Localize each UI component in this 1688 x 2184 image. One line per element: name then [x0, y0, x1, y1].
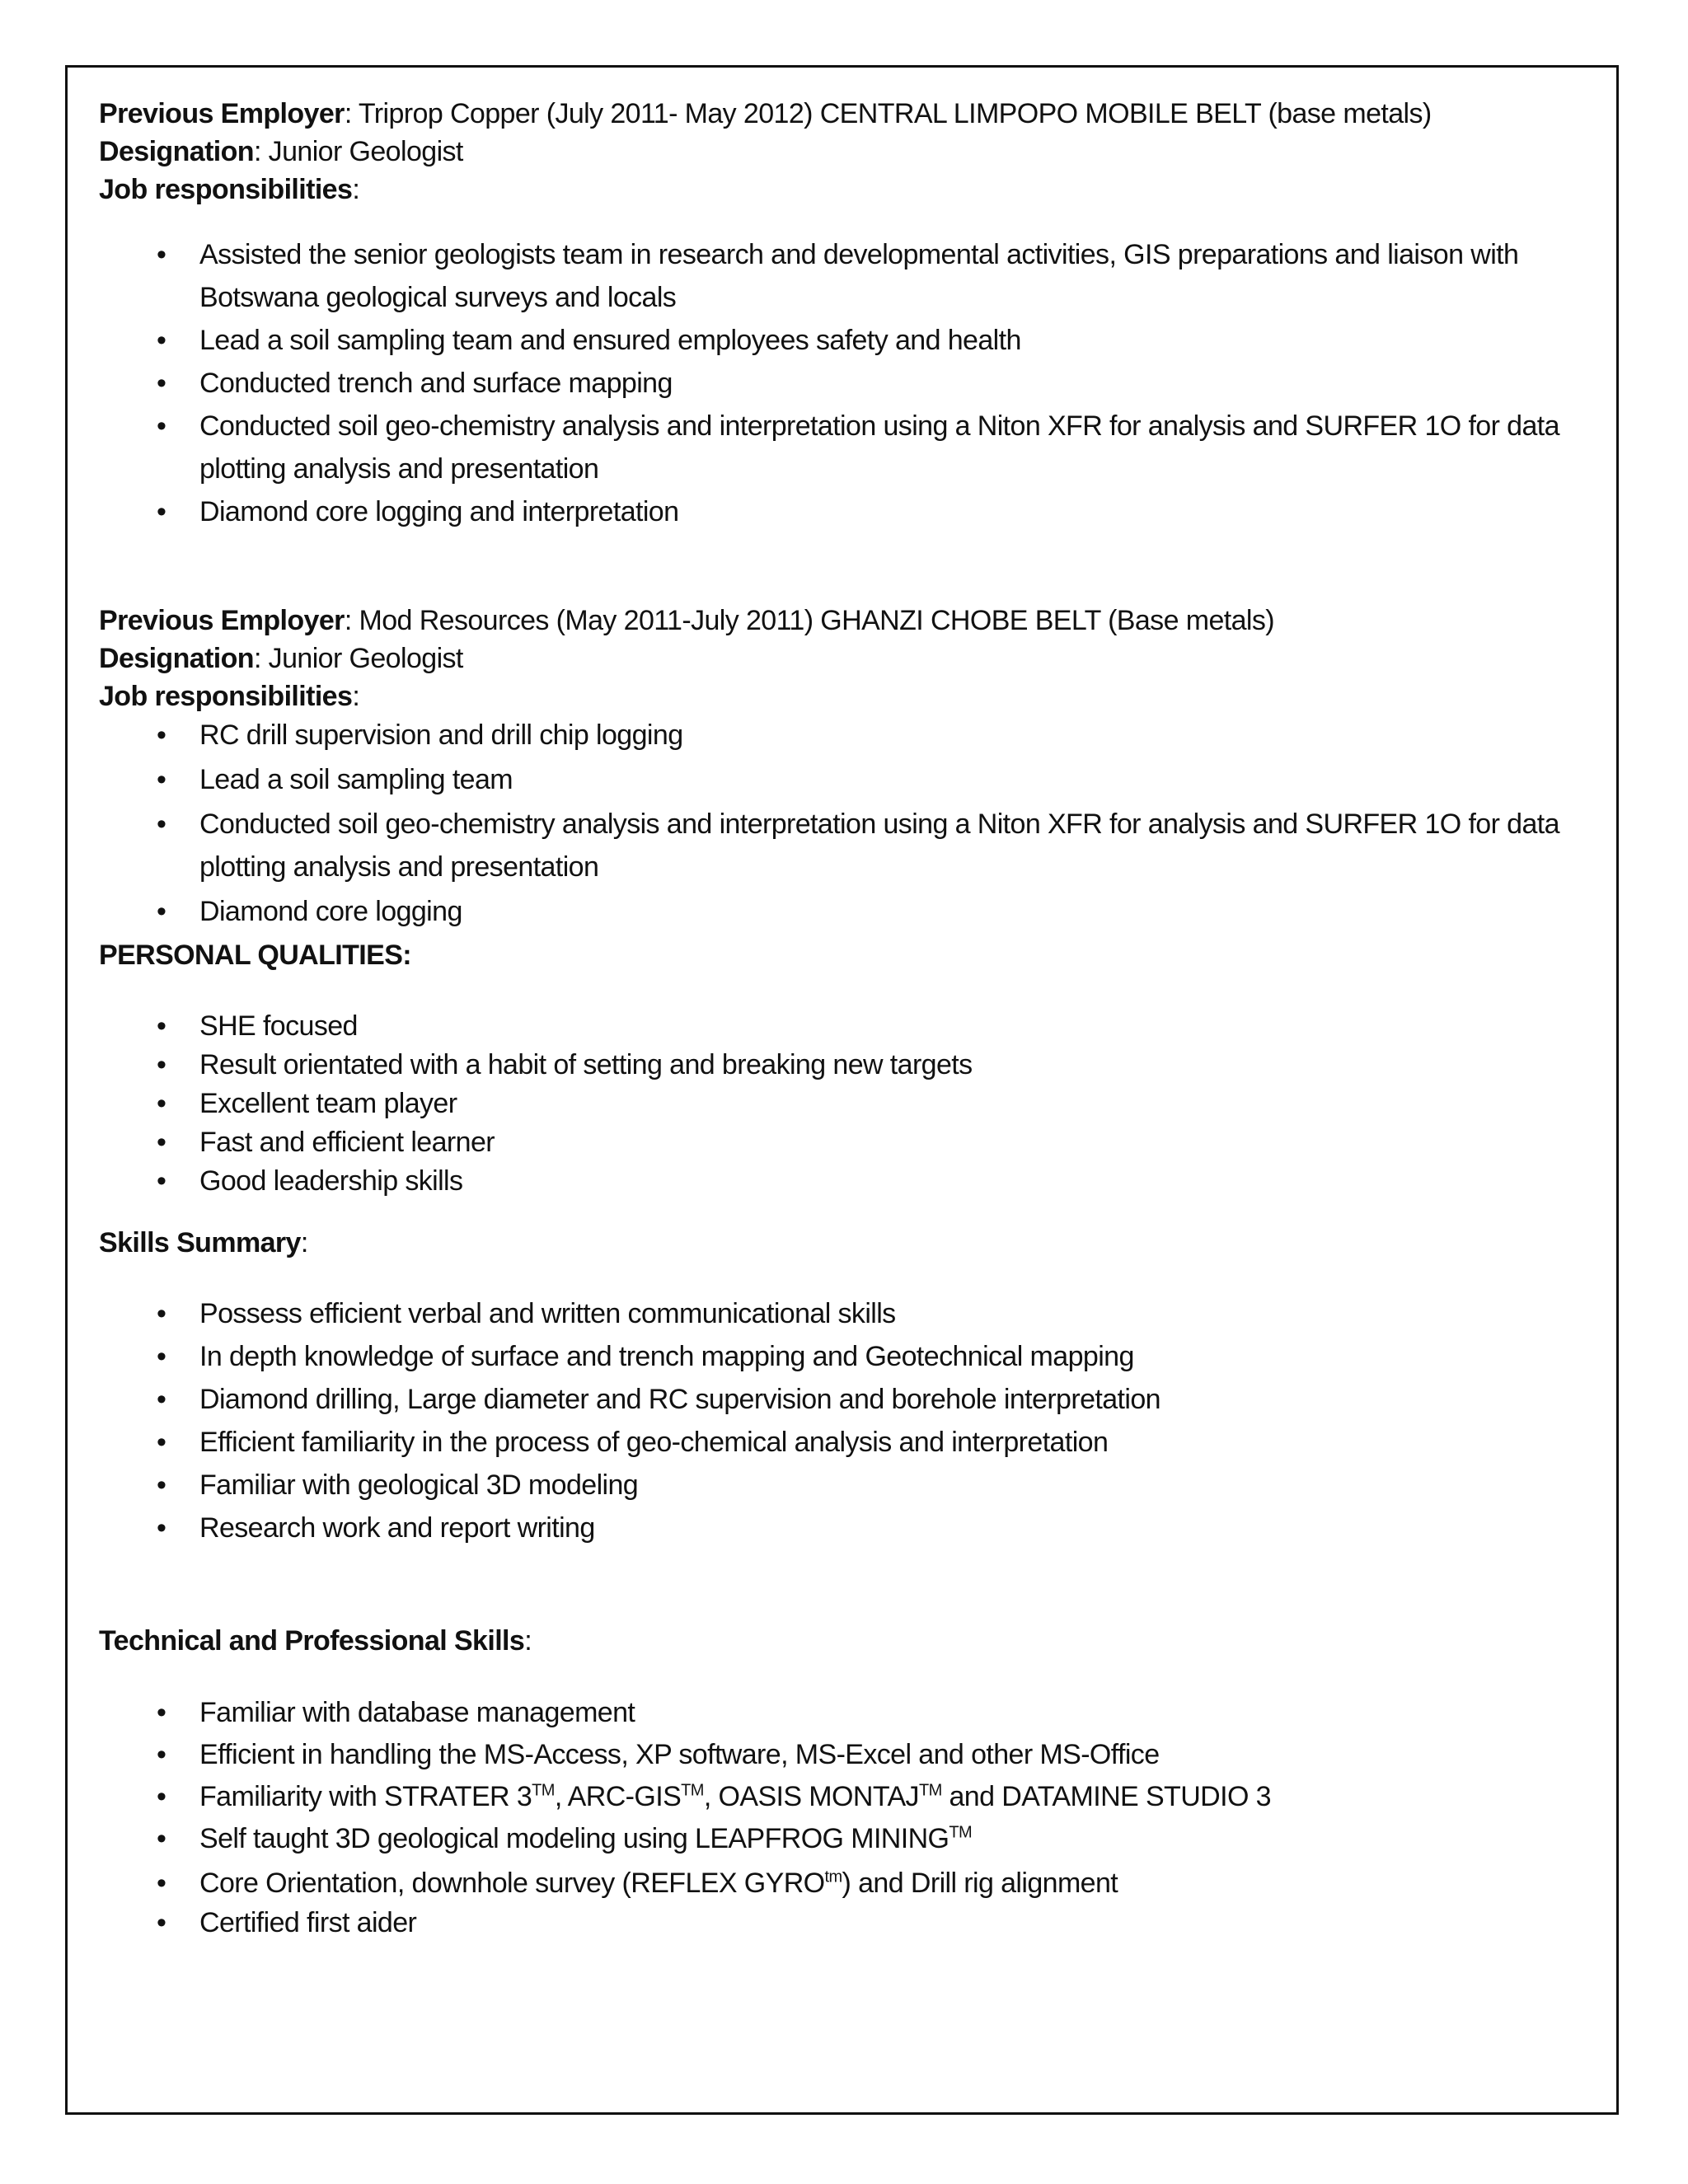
bullet-icon: •: [157, 719, 166, 751]
employer-2-line: [99, 604, 1274, 637]
text-part: ) and Drill rig alignment: [842, 1868, 1118, 1899]
bullet-icon: •: [157, 896, 166, 927]
list-item: [99, 365, 1582, 408]
list-item-text: Excellent team player: [199, 1088, 457, 1119]
list-item: [99, 408, 1582, 451]
employer-value: : Mod Resources (May 2011-July 2011) GHANZI CHOBE BELT (Base metals): [344, 605, 1274, 636]
bullet-icon: •: [157, 325, 166, 356]
bullet-icon: •: [157, 1049, 166, 1080]
trademark-mark: tm: [824, 1868, 842, 1886]
bullet-icon: •: [157, 1010, 166, 1042]
list-item: [99, 1510, 1582, 1553]
list-item: [99, 1008, 1582, 1047]
job-responsibilities-label: Job responsibilities: [99, 681, 353, 712]
skills-summary-label: Skills Summary: [99, 1227, 301, 1258]
list-item-text: [199, 1779, 1582, 1815]
list-item-text: Research work and report writing: [199, 1512, 595, 1544]
list-item: [99, 1085, 1582, 1124]
list-item-text: Lead a soil sampling team: [199, 764, 513, 795]
list-item-continuation: [99, 279, 1582, 322]
list-item-text: Diamond core logging: [199, 896, 462, 927]
list-item-continuation: [99, 451, 1582, 494]
designation-2-line: [99, 642, 463, 675]
list-item-text: Result orientated with a habit of setting and breaking new targets: [199, 1049, 973, 1080]
job-responsibilities-1-heading: [99, 173, 359, 206]
bullet-icon: •: [157, 1165, 166, 1197]
bullet-icon: •: [157, 1469, 166, 1501]
list-item-text: Conducted soil geo-chemistry analysis and interpretation using a Niton XFR for analysis and SURFER 1O for data: [199, 410, 1559, 442]
list-item-text: SHE focused: [199, 1010, 358, 1042]
trademark-mark: TM: [918, 1781, 942, 1800]
list-item: [99, 1779, 1582, 1821]
list-item: [99, 1424, 1582, 1467]
colon: :: [352, 681, 360, 712]
bullet-icon: •: [157, 1088, 166, 1119]
list-item-text: plotting analysis and presentation: [199, 851, 599, 883]
employer-1-line: [99, 97, 1432, 130]
employer-value: : Triprop Copper (July 2011- May 2012) CENTRAL LIMPOPO MOBILE BELT (base metals): [344, 98, 1432, 129]
bullet-icon: •: [157, 1868, 166, 1899]
employer-label: Previous Employer: [99, 98, 345, 129]
bullet-icon: •: [157, 410, 166, 442]
skills-summary-heading: [99, 1226, 308, 1259]
list-item-text: Conducted soil geo-chemistry analysis and interpretation using a Niton XFR for analysis and SURFER 1O for data: [199, 808, 1559, 840]
bullet-icon: •: [157, 368, 166, 399]
bullet-icon: •: [157, 239, 166, 270]
list-item-text: Efficient familiarity in the process of geo-chemical analysis and interpretation: [199, 1427, 1109, 1458]
bullet-icon: •: [157, 1384, 166, 1415]
bullet-icon: •: [157, 1298, 166, 1329]
list-item-text: Botswana geological surveys and locals: [199, 282, 677, 313]
text-part: Core Orientation, downhole survey (REFLEX GYRO: [199, 1868, 825, 1899]
colon: :: [352, 174, 360, 205]
designation-label: Designation: [99, 136, 254, 167]
list-item: [99, 322, 1582, 365]
list-item-text: [199, 1821, 1582, 1857]
list-item: [99, 1163, 1582, 1202]
list-item-text: Diamond core logging and interpretation: [199, 496, 679, 527]
personal-qualities-heading: PERSONAL QUALITIES:: [99, 940, 412, 971]
skills-summary-list: [99, 1296, 1582, 1553]
technical-skills-heading: [99, 1624, 532, 1657]
list-item: [99, 1736, 1582, 1779]
bullet-icon: •: [157, 764, 166, 795]
bullet-icon: •: [157, 496, 166, 527]
list-item: [99, 237, 1582, 279]
trademark-mark: TM: [532, 1781, 555, 1800]
employer-2-responsibilities: [99, 717, 1582, 936]
list-item-text: Fast and efficient learner: [199, 1127, 495, 1158]
list-item: [99, 1296, 1582, 1338]
list-item: [99, 1865, 1582, 1905]
designation-value: : Junior Geologist: [253, 136, 463, 167]
technical-skills-label: Technical and Professional Skills: [99, 1625, 525, 1657]
list-item: [99, 1694, 1582, 1736]
list-item: [99, 1338, 1582, 1381]
list-item-text: Assisted the senior geologists team in research and developmental activities, GIS preparations and liaison with: [199, 239, 1519, 270]
list-item-text: Conducted trench and surface mapping: [199, 368, 673, 399]
designation-value: : Junior Geologist: [253, 643, 463, 674]
list-item-text: Efficient in handling the MS-Access, XP software, MS-Excel and other MS-Office: [199, 1739, 1160, 1770]
bullet-icon: •: [157, 1781, 166, 1812]
bullet-icon: •: [157, 1341, 166, 1372]
list-item: [99, 1047, 1582, 1085]
job-responsibilities-2-heading: [99, 680, 359, 713]
list-item: [99, 1905, 1582, 1944]
list-item-text: [199, 1865, 1582, 1901]
list-item: [99, 806, 1582, 849]
trademark-mark: TM: [949, 1823, 973, 1842]
list-item-text: Familiar with database management: [199, 1697, 635, 1728]
list-item: [99, 1467, 1582, 1510]
employer-1-responsibilities: [99, 237, 1582, 537]
colon: :: [300, 1227, 308, 1258]
text-part: , OASIS MONTAJ: [703, 1781, 919, 1812]
trademark-mark: TM: [681, 1781, 704, 1800]
list-item: [99, 494, 1582, 537]
bullet-icon: •: [157, 1512, 166, 1544]
bullet-icon: •: [157, 1697, 166, 1728]
list-item-text: Possess efficient verbal and written communicational skills: [199, 1298, 896, 1329]
list-item-text: Diamond drilling, Large diameter and RC supervision and borehole interpretation: [199, 1384, 1160, 1415]
list-item-continuation: [99, 849, 1582, 893]
list-item-text: plotting analysis and presentation: [199, 453, 599, 485]
list-item: [99, 1381, 1582, 1424]
text-part: , ARC-GIS: [554, 1781, 682, 1812]
bullet-icon: •: [157, 1127, 166, 1158]
technical-skills-list: [99, 1694, 1582, 1944]
bullet-icon: •: [157, 1739, 166, 1770]
text-part: and DATAMINE STUDIO 3: [941, 1781, 1271, 1812]
list-item-text: Good leadership skills: [199, 1165, 463, 1197]
list-item-text: Certified first aider: [199, 1907, 417, 1938]
list-item: [99, 762, 1582, 806]
list-item: [99, 893, 1582, 936]
bullet-icon: •: [157, 1427, 166, 1458]
job-responsibilities-label: Job responsibilities: [99, 174, 353, 205]
employer-label: Previous Employer: [99, 605, 345, 636]
list-item: [99, 1124, 1582, 1163]
bullet-icon: •: [157, 808, 166, 840]
personal-qualities-list: [99, 1008, 1582, 1202]
list-item-text: Familiar with geological 3D modeling: [199, 1469, 639, 1501]
list-item-text: Lead a soil sampling team and ensured employees safety and health: [199, 325, 1021, 356]
list-item: [99, 1821, 1582, 1865]
bullet-icon: •: [157, 1823, 166, 1854]
list-item-text: RC drill supervision and drill chip logging: [199, 719, 683, 751]
bullet-icon: •: [157, 1907, 166, 1938]
list-item: [99, 717, 1582, 762]
designation-label: Designation: [99, 643, 254, 674]
colon: :: [524, 1625, 532, 1657]
list-item-text: In depth knowledge of surface and trench mapping and Geotechnical mapping: [199, 1341, 1134, 1372]
text-part: Familiarity with STRATER 3: [199, 1781, 532, 1812]
text-part: Self taught 3D geological modeling using LEAPFROG MINING: [199, 1823, 950, 1854]
designation-1-line: [99, 135, 463, 168]
